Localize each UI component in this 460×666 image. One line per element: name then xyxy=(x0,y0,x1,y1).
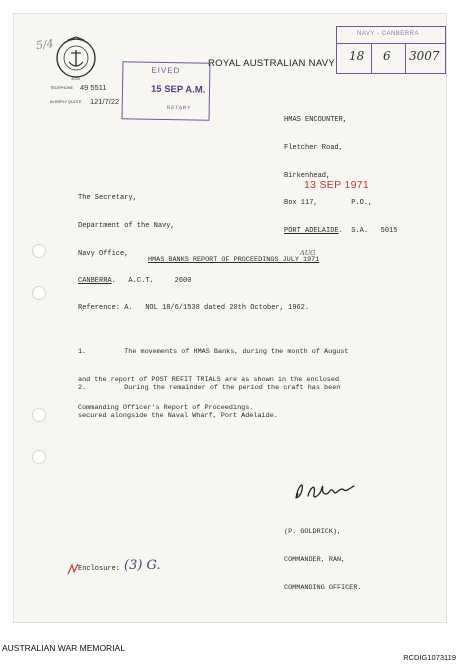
signatory-rank: COMMANDER, RAN, xyxy=(284,556,346,565)
registry-cell-3: 3007 xyxy=(409,49,440,63)
navy-crest-logo xyxy=(54,36,98,89)
paragraph-text: During the remainder of the period the craft has been xyxy=(124,384,341,393)
received-stamp-footer: RETARY xyxy=(166,105,192,112)
recipient-address xyxy=(78,176,191,305)
sender-address-line: Box 117, P.O., xyxy=(284,199,373,208)
signature-block xyxy=(284,510,362,611)
registry-divider xyxy=(371,43,372,73)
reply-quote-label: IN REPLY QUOTE xyxy=(50,100,82,104)
paragraph-number: 2. xyxy=(78,384,87,393)
date-stamp: 13 SEP 1971 xyxy=(304,179,369,191)
reply-quote-value: 121/7/22 xyxy=(90,97,120,106)
handwritten-signature xyxy=(290,476,360,511)
received-stamp-word: EIVED xyxy=(151,65,181,76)
registry-stamp-header: NAVY - CANBERRA xyxy=(357,31,419,37)
subject-line: HMAS BANKS REPORT OF PROCEEDINGS JULY 1971 xyxy=(148,256,320,264)
sender-address-line: Birkenhead, xyxy=(284,171,331,180)
sender-city: PORT ADELAIDE xyxy=(284,226,339,235)
punch-hole xyxy=(32,450,46,464)
sender-address-line xyxy=(284,227,397,236)
recipient-line: The Secretary, xyxy=(78,194,137,203)
paragraph-text: Commanding Officer's Report of Proceedings. xyxy=(78,403,254,412)
punch-hole xyxy=(32,408,46,422)
enclosure-handwritten: (3) G. xyxy=(124,558,161,573)
received-stamp-date: 15 SEP A.M. xyxy=(150,83,206,96)
recipient-line: Navy Office, xyxy=(78,249,129,258)
sender-address-line: Fletcher Road, xyxy=(284,144,343,153)
margin-note: 5/4 xyxy=(35,36,55,53)
letter-page xyxy=(14,14,446,622)
paragraph-number: 1. xyxy=(78,348,87,357)
signatory-name: (P. GOLDRICK), xyxy=(284,528,342,537)
paragraph-text: secured alongside the Naval Wharf, Port Adelaide. xyxy=(78,412,278,421)
registry-divider xyxy=(337,43,445,44)
punch-hole xyxy=(32,286,46,300)
punch-hole xyxy=(32,244,46,258)
sender-state-postcode: . S.A. 5015 xyxy=(338,226,398,235)
recipient-line xyxy=(78,277,191,286)
reference-line: Reference: A. NOL 18/6/1538 dated 20th October, 1962. xyxy=(78,304,310,312)
registry-cell-2: 6 xyxy=(383,49,391,63)
sender-address xyxy=(284,98,397,254)
svg-text:R.A.N.: R.A.N. xyxy=(71,77,81,81)
footer-source: AUSTRALIAN WAR MEMORIAL xyxy=(2,643,125,653)
signatory-title: COMMANDING OFFICER. xyxy=(284,583,362,592)
telephone-value: 49 5511 xyxy=(80,83,107,92)
registry-divider xyxy=(405,43,406,73)
paragraph-2 xyxy=(78,366,340,440)
recipient-state-postcode: . A.C.T. 2600 xyxy=(111,277,192,286)
recipient-line: Department of the Navy, xyxy=(78,222,175,231)
registry-cell-1: 18 xyxy=(349,49,365,63)
recipient-city: CANBERRA xyxy=(78,277,112,286)
paragraph-text: and the report of POST REFIT TRIALS are as shown in the enclosed xyxy=(78,376,340,385)
sender-address-line: HMAS ENCOUNTER, xyxy=(284,116,348,125)
received-stamp xyxy=(122,61,211,121)
footer-record-id: RCDIG1073119 xyxy=(403,653,456,662)
letterhead-title: ROYAL AUSTRALIAN NAVY xyxy=(208,58,336,69)
subject-correction: AUG xyxy=(300,249,316,257)
paragraph-text: The movements of HMAS Banks, during the month of August xyxy=(124,348,349,357)
telephone-label: TELEPHONE xyxy=(50,86,73,90)
registry-stamp xyxy=(336,26,446,74)
enclosure-label: Enclosure: xyxy=(78,565,121,573)
